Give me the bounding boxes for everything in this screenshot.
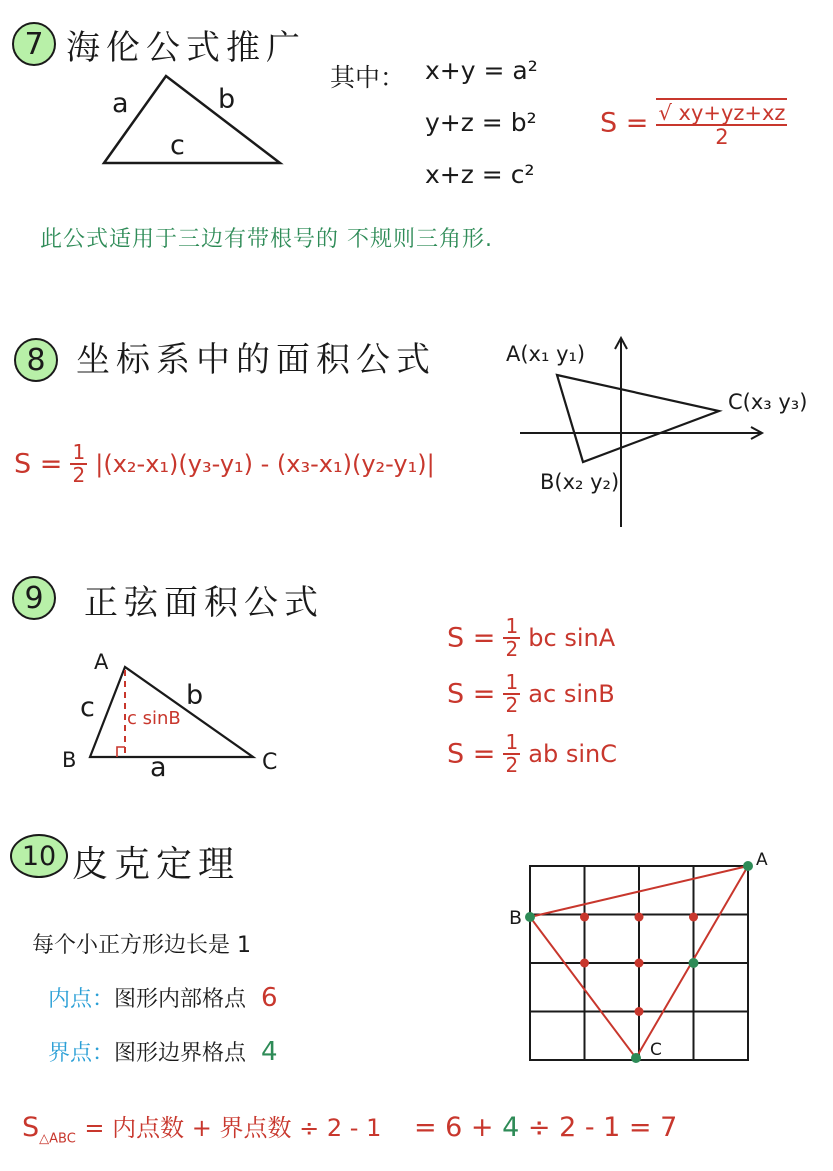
side-c-label: c: [170, 130, 185, 161]
fraction-denominator: 2: [72, 463, 86, 487]
section-number: 10: [21, 840, 57, 872]
pick-formula: [22, 1108, 677, 1146]
point-a-label: A(x₁ y₁): [506, 342, 586, 366]
point-c-label: C(x₃ y₃): [728, 390, 808, 414]
formula-fraction: [656, 98, 787, 148]
section-10-badge: [10, 834, 68, 878]
inner-points-label: 内点：: [48, 987, 115, 1012]
formula-lhs: S =: [447, 678, 496, 710]
pick-grid-diagram: [528, 864, 760, 1064]
formula-lhs: S =: [447, 622, 496, 654]
formula-s: S: [22, 1112, 40, 1143]
triangle-abc-diagram: [100, 70, 290, 170]
formula-numerator: √ xy+yz+xz: [656, 98, 787, 126]
boundary-points-line: [48, 1036, 278, 1067]
boundary-points-label: 界点：: [48, 1041, 115, 1066]
vertex-a-label: A: [94, 650, 109, 674]
section-10-title: 皮克定理: [72, 844, 241, 885]
formula-body: |(x₂-x₁)(y₃-y₁) - (x₃-x₁)(y₂-y₁)|: [95, 450, 435, 478]
formula-body: ab sinC: [528, 740, 617, 768]
equation-3: x+z = c²: [425, 160, 535, 189]
side-b-label: b: [186, 680, 204, 711]
formula-lhs: S =: [447, 738, 496, 770]
formula-body: ac sinB: [528, 680, 615, 708]
section-number: 8: [26, 342, 46, 378]
half-fraction: [503, 616, 520, 660]
section-number: 9: [24, 580, 44, 616]
equation-1: x+y = a²: [425, 56, 538, 85]
formula-lhs: S =: [600, 107, 649, 139]
side-a-label: a: [150, 752, 167, 783]
section-8-title: 坐标系中的面积公式: [76, 340, 436, 380]
inner-points-text: 图形内部格点: [114, 987, 247, 1012]
vertex-b-label: B: [62, 748, 77, 772]
fraction-denominator: 2: [505, 753, 519, 777]
formula-denominator: 2: [715, 125, 729, 150]
formula-body: bc sinA: [528, 624, 616, 652]
right-angle-mark: [117, 747, 125, 757]
section-7-note: 此公式适用于三边有带根号的 不规则三角形.: [40, 227, 493, 252]
where-label: 其中：: [330, 63, 406, 92]
equation-2: y+z = b²: [425, 108, 537, 137]
section-7-badge: [12, 22, 56, 66]
section-9-badge: [12, 576, 56, 620]
half-fraction: [70, 442, 87, 486]
half-fraction: [503, 672, 520, 716]
point-b-label: B(x₂ y₂): [540, 470, 620, 494]
triangle-shape: [104, 76, 280, 163]
side-a-label: a: [112, 88, 129, 119]
grid-unit-note: 每个小正方形边长是 1: [32, 933, 251, 958]
inner-points-line: [48, 982, 278, 1013]
boundary-points-value: 4: [261, 1037, 278, 1067]
fraction-denominator: 2: [505, 693, 519, 717]
fraction-numerator: 1: [505, 730, 519, 754]
heron-formula: [600, 98, 790, 148]
inner-points-value: 6: [261, 983, 278, 1013]
section-9-title: 正弦面积公式: [84, 583, 324, 623]
formula-calc-start: = 6 +: [413, 1112, 503, 1143]
fraction-numerator: 1: [505, 670, 519, 694]
grid-point-a-label: A: [756, 850, 768, 870]
grid-point-c-label: C: [650, 1040, 662, 1060]
side-c-label: c: [80, 692, 95, 723]
formula-calc-boundary: 4: [502, 1112, 520, 1143]
vertex-c-label: C: [262, 750, 278, 775]
sine-formula-2: [447, 672, 615, 716]
sine-formula-1: [447, 616, 615, 660]
grid-point-b-label: B: [509, 907, 523, 929]
sine-formula-3: [447, 732, 617, 776]
section-7-title: 海伦公式推广: [66, 28, 306, 68]
triangle-shape: [557, 375, 719, 462]
formula-lhs: S =: [14, 448, 63, 480]
formula-calc-end: ÷ 2 - 1 = 7: [519, 1112, 678, 1143]
section-8-badge: [14, 338, 58, 382]
fraction-denominator: 2: [505, 637, 519, 661]
formula-words: = 内点数 + 界点数 ÷ 2 - 1: [84, 1114, 382, 1142]
formula-subscript: △ABC: [39, 1131, 76, 1147]
boundary-points-text: 图形边界格点: [114, 1041, 247, 1066]
fraction-numerator: 1: [505, 614, 519, 638]
fraction-numerator: 1: [72, 440, 86, 464]
side-b-label: b: [218, 84, 236, 115]
section-number: 7: [24, 26, 44, 62]
coordinate-area-formula: [14, 442, 435, 486]
half-fraction: [503, 732, 520, 776]
height-label: c sinB: [127, 708, 181, 729]
